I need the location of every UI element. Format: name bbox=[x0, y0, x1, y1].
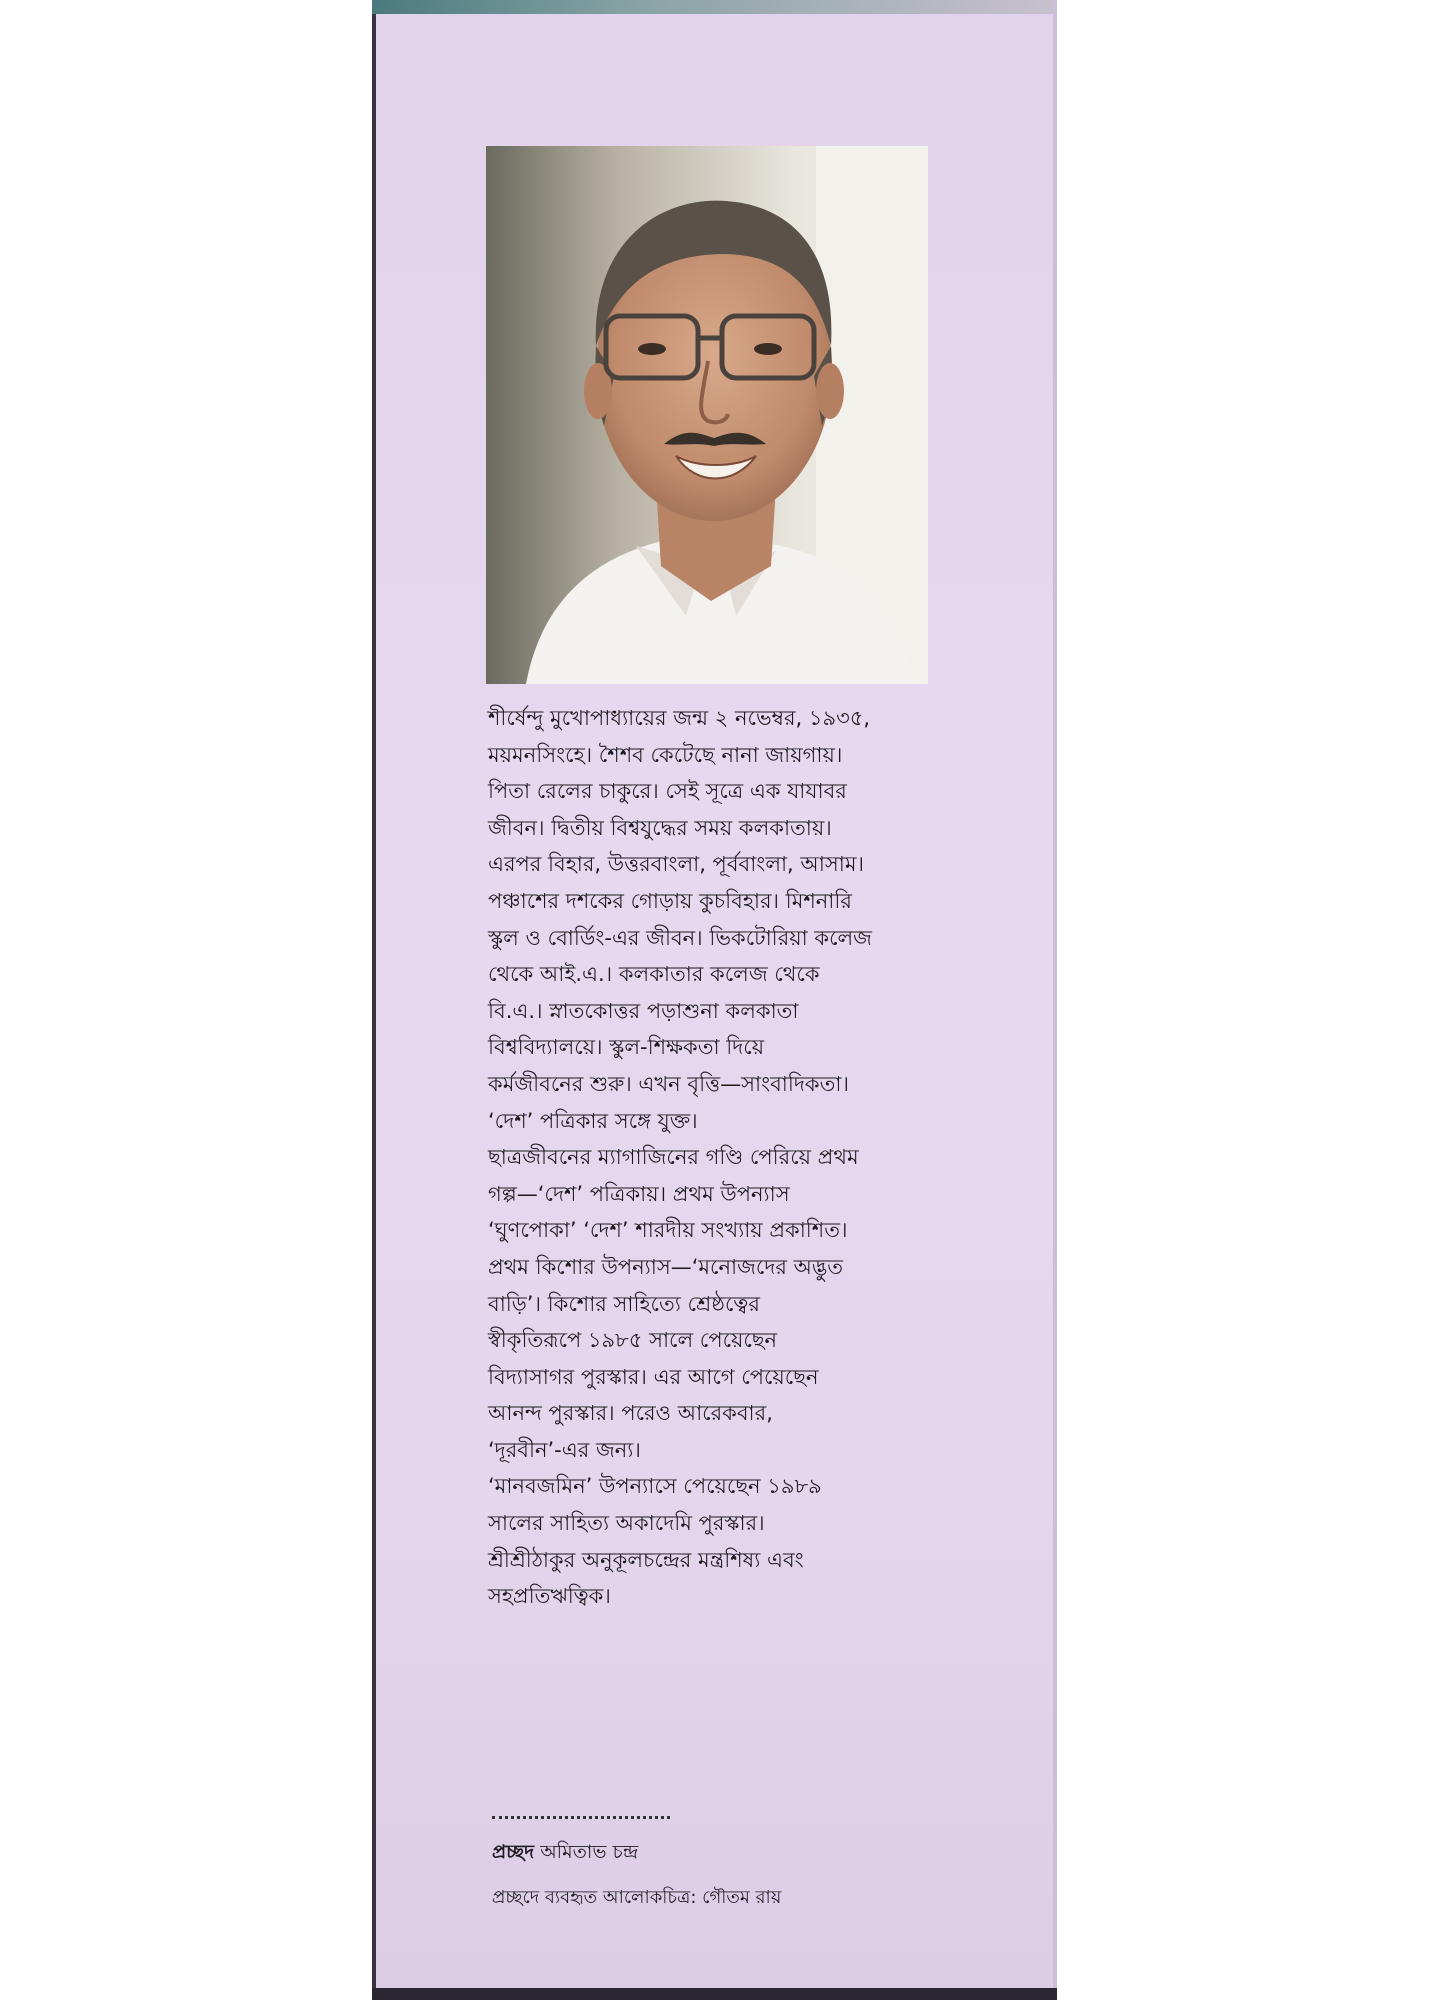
background-left bbox=[0, 0, 372, 2000]
bio-line: বিশ্ববিদ্যালয়ে। স্কুল-শিক্ষকতা দিয়ে bbox=[488, 1035, 765, 1060]
bio-line: থেকে আই.এ.। কলকাতার কলেজ থেকে bbox=[488, 962, 820, 987]
photo-credit: প্রচ্ছদে ব্যবহৃত আলোকচিত্র: গৌতম রায় bbox=[492, 1887, 782, 1908]
bio-line: সালের সাহিত্য অকাদেমি পুরস্কার। bbox=[488, 1511, 765, 1536]
bio-line: স্বীকৃতিরূপে ১৯৮৫ সালে পেয়েছেন bbox=[488, 1328, 778, 1353]
bio-line: পঞ্চাশের দশকের গোড়ায় কুচবিহার। মিশনারি bbox=[488, 888, 852, 913]
dotted-separator bbox=[492, 1816, 670, 1819]
bio-line: শীর্ষেন্দু মুখোপাধ্যায়ের জন্ম ২ নভেম্বর, ১৯৩৫, bbox=[488, 706, 871, 730]
bio-line: স্কুল ও বোর্ডিং-এর জীবন। ভিকটোরিয়া কলেজ bbox=[488, 925, 872, 950]
bio-line: বি.এ.। স্নাতকোত্তর পড়াশুনা কলকাতা bbox=[488, 998, 799, 1023]
bio-line: পিতা রেলের চাকুরে। সেই সূত্রে এক যাযাবর bbox=[488, 779, 847, 804]
bio-line: ‘ঘুণপোকা’ ‘দেশ’ শারদীয় সংখ্যায় প্রকাশিত। bbox=[488, 1218, 848, 1243]
bio-line: কর্মজীবনের শুরু। এখন বৃত্তি—সাংবাদিকতা। bbox=[488, 1071, 849, 1096]
bio-line: প্রথম কিশোর উপন্যাস—‘মনোজদের অদ্ভুত bbox=[488, 1254, 843, 1279]
bio-line: ময়মনসিংহে। শৈশব কেটেছে নানা জায়গায়। bbox=[488, 742, 843, 767]
bio-line: বিদ্যাসাগর পুরস্কার। এর আগে পেয়েছেন bbox=[488, 1364, 819, 1389]
author-bio bbox=[488, 700, 1028, 1615]
flap-top-edge bbox=[372, 0, 1057, 14]
flap-bottom-edge bbox=[372, 1988, 1057, 2000]
bio-line: শ্রীশ্রীঠাকুর অনুকূলচন্দ্রের মন্ত্রশিষ্য এবং bbox=[488, 1547, 804, 1572]
bio-line: ছাত্রজীবনের ম্যাগাজিনের গণ্ডি পেরিয়ে প্রথম bbox=[488, 1145, 859, 1170]
bio-line: এরপর বিহার, উত্তরবাংলা, পূর্ববাংলা, আসাম। bbox=[488, 852, 865, 877]
cover-credit-artist: অমিতাভ চন্দ্র bbox=[540, 1841, 639, 1863]
cover-credit bbox=[492, 1838, 638, 1870]
bio-line: গল্প—‘দেশ’ পত্রিকায়। প্রথম উপন্যাস bbox=[488, 1181, 790, 1206]
bio-line: আনন্দ পুরস্কার। পরেও আরেকবার, bbox=[488, 1401, 773, 1426]
author-photo bbox=[486, 146, 928, 684]
bio-line: ‘দেশ’ পত্রিকার সঙ্গে যুক্ত। bbox=[488, 1108, 698, 1133]
bio-line: বাড়ি’। কিশোর সাহিত্যে শ্রেষ্ঠত্বের bbox=[488, 1291, 760, 1316]
bio-line: জীবন। দ্বিতীয় বিশ্বযুদ্ধের সময় কলকাতায়। bbox=[488, 815, 832, 840]
cover-credit-label: প্রচ্ছদ bbox=[492, 1841, 535, 1863]
author-portrait-illustration bbox=[486, 146, 928, 684]
flap-right-edge bbox=[1053, 0, 1057, 2000]
bio-line: ‘দূরবীন’-এর জন্য। bbox=[488, 1437, 641, 1462]
bio-line: সহপ্রতিঋত্বিক। bbox=[488, 1584, 611, 1609]
bio-line: ‘মানবজমিন’ উপন্যাসে পেয়েছেন ১৯৮৯ bbox=[488, 1474, 822, 1499]
